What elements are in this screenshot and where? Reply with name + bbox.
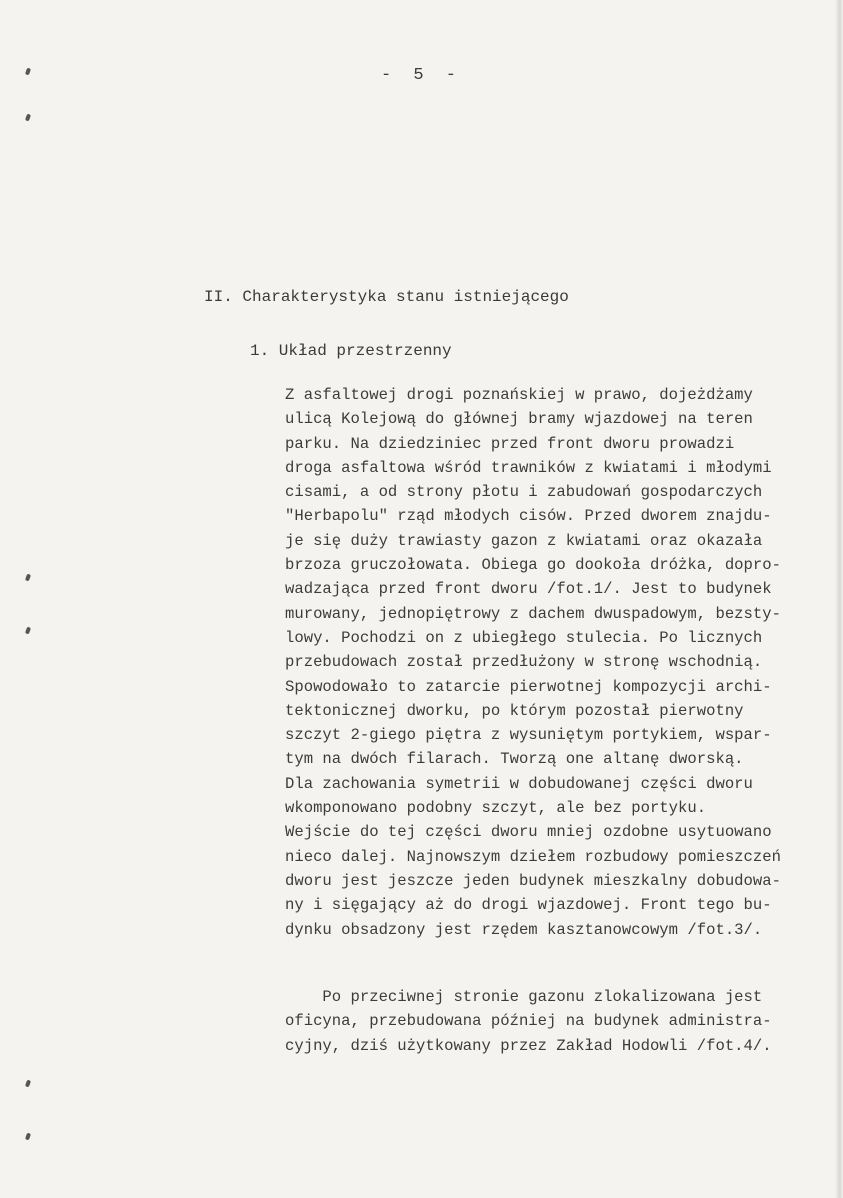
text-line: brzoza gruczołowata. Obiega go dookoła dróżka, dopro-	[285, 556, 781, 575]
text-line: cisami, a od strony płotu i zabudowań gospodarczych	[285, 483, 763, 502]
text-line: przebudowach został przedłużony w stronę wschodnią.	[285, 653, 763, 672]
text-line: nieco dalej. Najnowszym dziełem rozbudowy pomieszczeń	[285, 847, 781, 866]
punch-hole-mark	[25, 1133, 31, 1141]
text-line: tektonicznej dworku, po którym pozostał pierwotny	[285, 701, 744, 720]
paragraph-1	[285, 383, 830, 942]
text-line: droga asfaltowa wśród trawników z kwiatami i młodymi	[285, 458, 772, 477]
text-line: Wejście do tej części dworu mniej ozdobne usytuowano	[285, 823, 772, 842]
text-line: wadzająca przed front dworu /fot.1/. Jest to budynek	[285, 580, 772, 599]
punch-hole-mark	[25, 574, 31, 582]
section-heading: II. Charakterystyka stanu istniejącego	[204, 288, 569, 306]
text-line: ulicą Kolejową do głównej bramy wjazdowej na teren	[285, 410, 753, 429]
punch-hole-mark	[25, 114, 31, 122]
text-line: szczyt 2-giego piętra z wysuniętym portykiem, wspar-	[285, 726, 772, 745]
text-line: lowy. Pochodzi on z ubiegłego stulecia. Po licznych	[285, 628, 763, 647]
page-number: - 5 -	[380, 66, 462, 85]
paragraph-2	[285, 985, 830, 1058]
text-line: Spowodowało to zatarcie pierwotnej kompozycji archi-	[285, 677, 772, 696]
text-line: je się duży trawiasty gazon z kwiatami oraz okazała	[285, 531, 763, 550]
page-edge-shadow	[835, 0, 843, 1198]
text-line: tym na dwóch filarach. Tworzą one altanę dworską.	[285, 750, 744, 769]
text-line: dworu jest jeszcze jeden budynek mieszkalny dobudowa-	[285, 871, 781, 890]
text-line: oficyna, przebudowana później na budynek administra-	[285, 1012, 772, 1031]
punch-hole-mark	[25, 627, 31, 635]
text-line: Dla zachowania symetrii w dobudowanej części dworu	[285, 774, 753, 793]
punch-hole-mark	[25, 1080, 31, 1088]
text-line: Z asfaltowej drogi poznańskiej w prawo, dojeżdżamy	[285, 386, 753, 404]
subsection-heading: 1. Układ przestrzenny	[250, 342, 452, 360]
text-line: murowany, jednopiętrowy z dachem dwuspadowym, bezsty-	[285, 604, 781, 623]
text-line: ny i sięgający aż do drogi wjazdowej. Front tego bu-	[285, 896, 772, 915]
text-line: dynku obsadzony jest rzędem kasztanowcowym /fot.3/.	[285, 920, 763, 939]
text-line: "Herbapolu" rząd młodych cisów. Przed dworem znajdu-	[285, 507, 772, 526]
text-line: parku. Na dziedziniec przed front dworu prowadzi	[285, 434, 735, 453]
text-line: Po przeciwnej stronie gazonu zlokalizowana jest	[285, 988, 763, 1006]
text-line: cyjny, dziś użytkowany przez Zakład Hodowli /fot.4/.	[285, 1036, 772, 1055]
text-line: wkomponowano podobny szczyt, ale bez portyku.	[285, 799, 707, 818]
